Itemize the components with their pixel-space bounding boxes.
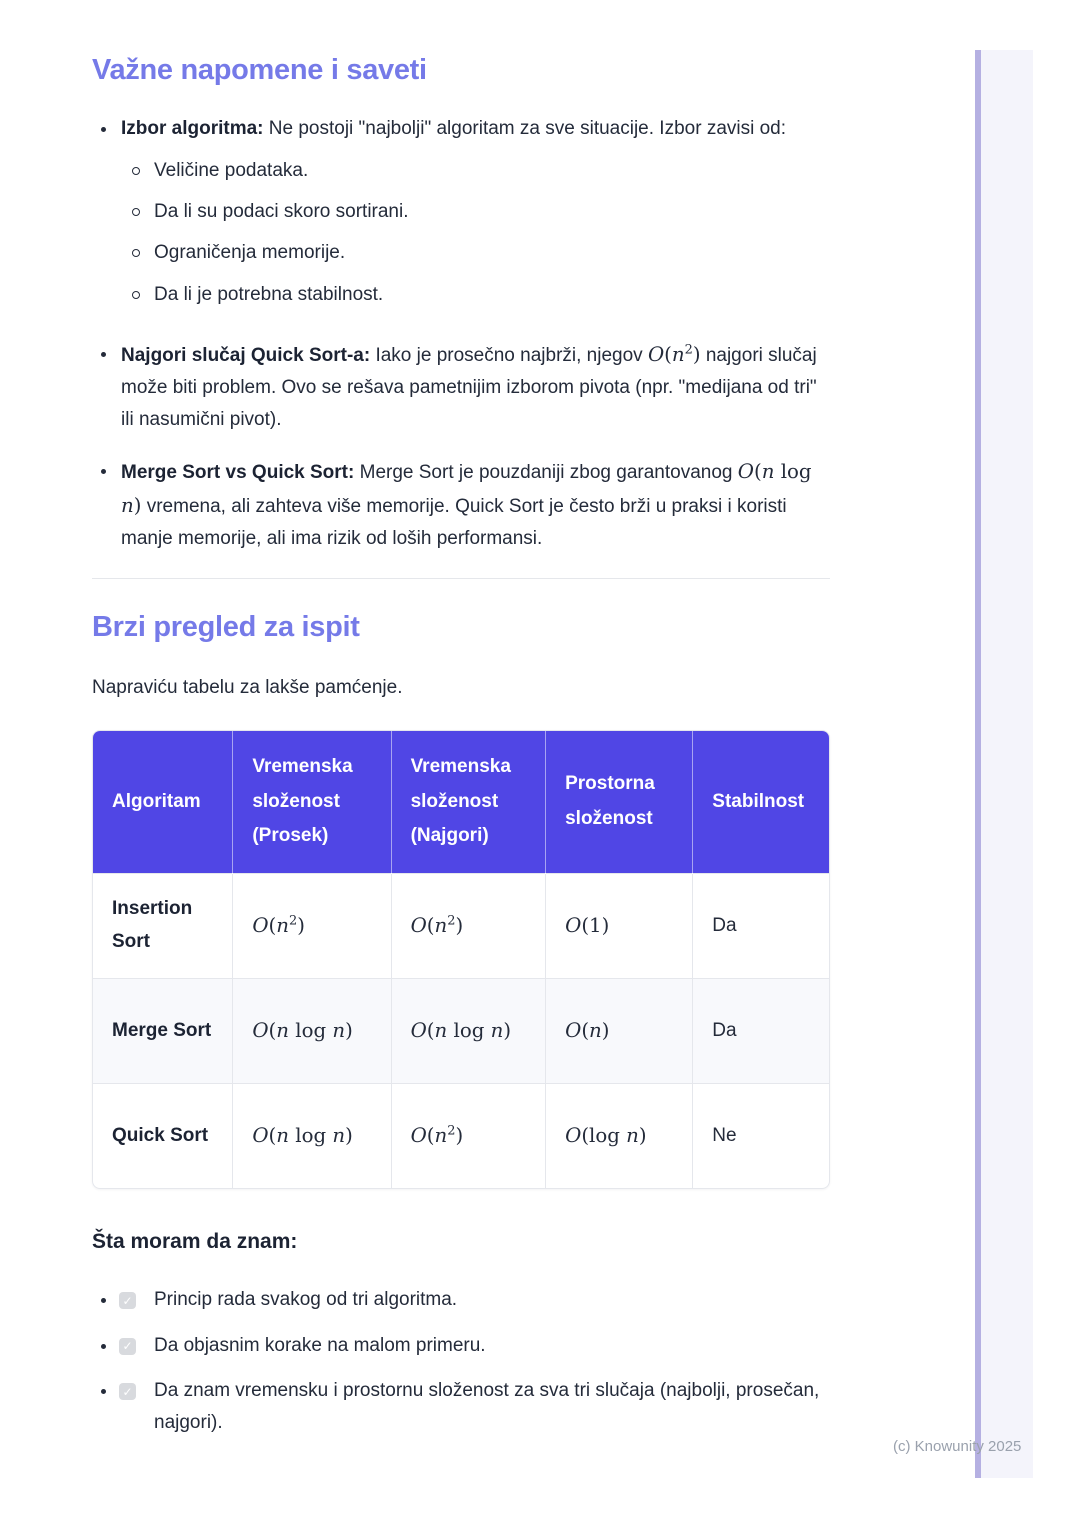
checklist-item-text: Da znam vremensku i prostornu složenost za sva tri slučaja (najbolji, prosečan, najgori). (154, 1380, 820, 1434)
col-header-stabilnost: Stabilnost (693, 731, 829, 873)
cell-avg-complexity: O(n log n) (233, 978, 391, 1083)
cell-avg-complexity: $O(n^2)$ (233, 873, 391, 978)
checkbox-checked-icon[interactable] (119, 1338, 136, 1355)
cell-space-complexity: O(log n) (546, 1083, 693, 1188)
sub-list-item (121, 279, 830, 311)
circle-bullet-icon (132, 249, 140, 257)
bullet-icon (101, 127, 106, 132)
list-item (92, 455, 830, 556)
page-content (92, 0, 830, 1453)
checkmark-icon: ✓ (122, 1339, 133, 1354)
cell-algorithm-name: Merge Sort (93, 978, 233, 1083)
cell-worst-complexity: $O(n^2)$ (391, 1083, 546, 1188)
review-intro: Napraviću tabelu za lakše pamćenje. (92, 676, 403, 698)
sub-list (121, 155, 830, 311)
cell-worst-complexity: $O(n^2)$ (391, 873, 546, 978)
col-header-vremenska-prosek: Vremenska složenost (Prosek) (233, 731, 391, 873)
complexity-table (92, 730, 830, 1189)
note-text: Merge Sort vs Quick Sort: Merge Sort je pouzdaniji zbog garantovanog O(n log n) vremena, ali zahteva više memorije. Quick Sort je često brži u praksi i koristi manje memorije, ali ima rizik od loših performansi. (121, 459, 812, 550)
circle-bullet-icon (132, 208, 140, 216)
table-row-quick-sort (93, 1083, 829, 1188)
checkmark-icon: ✓ (122, 1384, 133, 1399)
section-divider (92, 578, 830, 579)
col-header-algoritam: Algoritam (93, 731, 233, 873)
checkbox-checked-icon[interactable] (119, 1383, 136, 1400)
note-text: Izbor algoritma: Ne postoji "najbolji" algoritam za sve situacije. Izbor zavisi od: (121, 118, 787, 140)
checklist-item-text: Da objasnim korake na malom primeru. (154, 1334, 486, 1356)
list-item (92, 338, 830, 437)
cell-stability: Da (693, 873, 829, 978)
cell-stability: Ne (693, 1083, 829, 1188)
cell-algorithm-name: Quick Sort (93, 1083, 233, 1188)
sub-note-text: Veličine podataka. (154, 159, 309, 181)
col-header-prostorna: Prostorna složenost (546, 731, 693, 873)
sub-note-text: Da li su podaci skoro sortirani. (154, 200, 409, 222)
note-text: Najgori slučaj Quick Sort-a: Iako je prosečno najbrži, njegov $O(n^2)$ najgori slučaj može biti problem. Ovo se rešava pametnijim izborom pivota (npr. "medijana od tri" ili nasumični pivot). (121, 342, 817, 431)
bullet-icon (101, 469, 106, 474)
cell-stability: Da (693, 978, 829, 1083)
checklist-item (92, 1330, 830, 1362)
circle-bullet-icon (132, 291, 140, 299)
sub-note-text: Da li je potrebna stabilnost. (154, 283, 384, 305)
checklist-item-text: Princip rada svakog od tri algoritma. (154, 1289, 458, 1311)
checkmark-icon: ✓ (122, 1293, 133, 1308)
table-header-row (93, 731, 829, 873)
table-row-insertion-sort (93, 873, 829, 978)
table-row-merge-sort (93, 978, 829, 1083)
bullet-icon (101, 1298, 106, 1303)
section-title-review: Brzi pregled za ispit (92, 610, 360, 643)
col-header-vremenska-najgori: Vremenska složenost (Najgori) (391, 731, 546, 873)
sub-list-item (121, 196, 830, 228)
cell-algorithm-name: Insertion Sort (93, 873, 233, 978)
watermark: (c) Knowunity 2025 (893, 1438, 1022, 1455)
list-item (92, 113, 830, 319)
bullet-icon (101, 1389, 106, 1394)
circle-bullet-icon (132, 167, 140, 175)
cell-space-complexity: O(n) (546, 978, 693, 1083)
bullet-icon (101, 352, 106, 357)
sub-list-item (121, 237, 830, 269)
checklist (92, 1284, 830, 1439)
cell-space-complexity: O(1) (546, 873, 693, 978)
sub-list-item (121, 155, 830, 187)
checklist-title: Šta moram da znam: (92, 1230, 298, 1254)
bullet-icon (101, 1344, 106, 1349)
cell-worst-complexity: O(n log n) (391, 978, 546, 1083)
page-edge-stripe (975, 50, 981, 1478)
checklist-item (92, 1375, 830, 1440)
next-page-preview (975, 50, 1033, 1478)
notes-list (92, 113, 830, 555)
section-title-notes: Važne napomene i saveti (92, 54, 427, 86)
cell-avg-complexity: O(n log n) (233, 1083, 391, 1188)
sub-note-text: Ograničenja memorije. (154, 242, 346, 264)
checkbox-checked-icon[interactable] (119, 1292, 136, 1309)
checklist-item (92, 1284, 830, 1316)
